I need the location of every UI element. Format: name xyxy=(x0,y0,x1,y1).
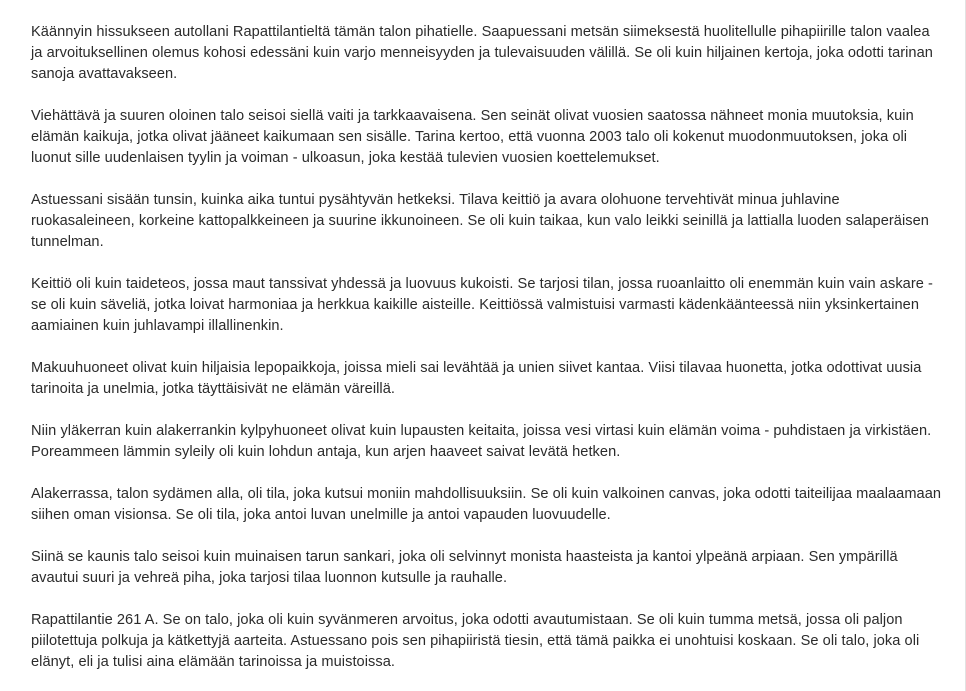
article-paragraph: Rapattilantie 261 A. Se on talo, joka oli kuin syvänmeren arvoitus, joka odotti avautumistaan. Se oli kuin tumma metsä, jossa oli paljon piilotettuja polkuja ja kätkettyjä aarteita. Astuessano pois sen pihapiiristä tiesin, että tämä paikka ei unohtuisi koskaan. Se oli talo, joka oli elänyt, eli ja tulisi aina elämään tarinoissa ja muistoissa. xyxy=(31,612,920,670)
article-paragraph: Astuessani sisään tunsin, kuinka aika tuntui pysähtyvän hetkeksi. Tilava keittiö ja avara olohuone tervehtivät minua juhlavine ruokasaleineen, korkeine kattopalkkeineen ja suurine ikkunoineen. Se oli kuin taikaa, kun valo leikki seinillä ja lattialla luoden salaperäisen tunnelman. xyxy=(31,192,929,250)
article-paragraph: Viehättävä ja suuren oloinen talo seisoi siellä vaiti ja tarkkaavaisena. Sen seinät olivat vuosien saatossa nähneet monia muutoksia, kuin elämän kaikuja, jotka olivat jääneet kaikumaan sen sisälle. Tarina kertoo, että vuonna 2003 talo oli kokenut muodonmuutoksen, joka oli luonut sille uudenlaisen tyylin ja voiman - ulkoasun, joka kestää tulevien vuosien koettelemukset. xyxy=(31,108,914,166)
article-paragraph: Makuuhuoneet olivat kuin hiljaisia lepopaikkoja, joissa mieli sai levähtää ja unien siivet kantaa. Viisi tilavaa huonetta, jotka odottivat uusia tarinoita ja unelmia, jotka täyttäisivät ne elämän väreillä. xyxy=(31,360,922,397)
article-paragraph: Siinä se kaunis talo seisoi kuin muinaisen tarun sankari, joka oli selvinnyt monista haasteista ja kantoi ylpeänä arpiaan. Sen ympärillä avautui suuri ja vehreä piha, joka tarjosi tilaa luonnon kutsulle ja rauhalle. xyxy=(31,549,898,586)
article-paragraph: Niin yläkerran kuin alakerrankin kylpyhuoneet olivat kuin lupausten keitaita, joissa vesi virtasi kuin elämän voima - puhdistaen ja virkistäen. Poreammeen lämmin syleily oli kuin lohdun antaja, kun arjen haaveet saivat levätä hetken. xyxy=(31,423,932,460)
article-paragraph: Alakerrassa, talon sydämen alla, oli tila, joka kutsui moniin mahdollisuuksiin. Se oli kuin valkoinen canvas, joka odotti taiteilijaa maalaamaan siihen oman visionsa. Se oli tila, joka antoi luvan unelmille ja antoi vapauden luovuudelle. xyxy=(31,486,942,523)
article-paragraph: Keittiö oli kuin taideteos, jossa maut tanssivat yhdessä ja luovuus kukoisti. Se tarjosi tilan, jossa ruoanlaitto oli enemmän kuin vain askare - se oli kuin säveliä, jotka loivat harmoniaa ja herkkua kaikille aisteille. Keittiössä valmistuisi varmasti kädenkäänteessä niin yksinkertainen aamiainen kuin juhlavampi illallinenkin. xyxy=(31,276,933,334)
article-paragraph: Käännyin hissukseen autollani Rapattilantieltä tämän talon pihatielle. Saapuessani metsän siimeksestä huolitellulle pihapiirille talon vaalea ja arvoituksellinen olemus kohosi edessäni kuin varjo menneisyyden ja tulevaisuuden välillä. Se oli kuin hiljainen kertoja, joka odotti tarinan sanoja avattavakseen. xyxy=(31,24,933,82)
